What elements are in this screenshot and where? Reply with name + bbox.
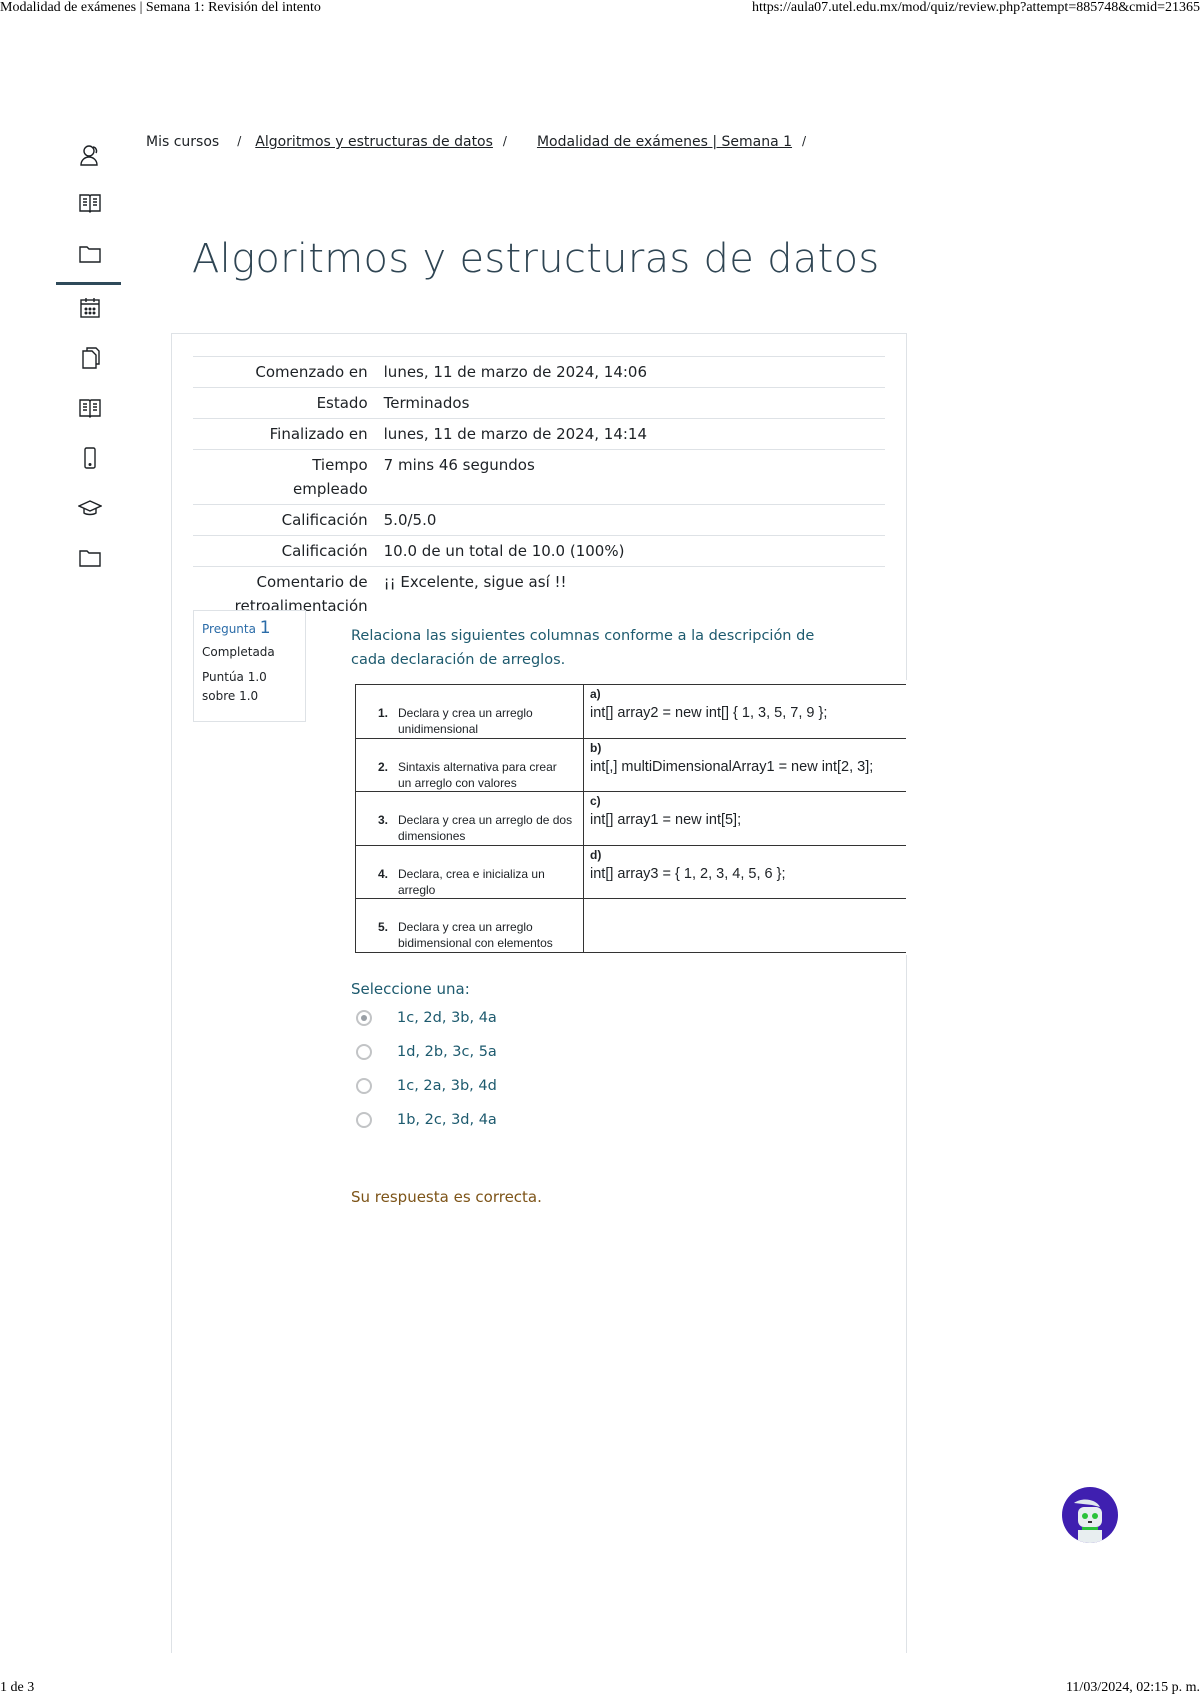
item-number: 5. [378, 920, 389, 934]
question-grade: Puntúa 1.0 sobre 1.0 [202, 670, 267, 703]
summary-label: Estado [193, 388, 376, 419]
page-title: Algoritmos y estructuras de datos [192, 236, 880, 282]
summary-row [193, 505, 885, 536]
code-cell [584, 899, 915, 953]
print-footer-page: 1 de 3 [0, 1680, 35, 1695]
graduation-cap-icon[interactable] [78, 496, 102, 520]
summary-value: 10.0 de un total de 10.0 (100%) [376, 536, 885, 567]
documents-icon[interactable] [78, 346, 102, 370]
answer-option[interactable] [356, 1044, 497, 1060]
code-key: b) [590, 740, 602, 755]
code-key: d) [590, 847, 602, 862]
chatbot-avatar[interactable] [1062, 1487, 1118, 1543]
robot-icon [1062, 1487, 1118, 1543]
code-cell [584, 845, 915, 899]
item-description: Declara y crea un arreglo unidimensional [398, 706, 533, 736]
matching-table [355, 684, 915, 953]
radio-button[interactable] [356, 1010, 372, 1026]
summary-value: lunes, 11 de marzo de 2024, 14:14 [376, 419, 885, 450]
answer-option[interactable] [356, 1010, 497, 1026]
matching-row [356, 899, 915, 953]
breadcrumb-course[interactable]: Algoritmos y estructuras de datos [255, 134, 493, 150]
summary-row [193, 419, 885, 450]
option-label: 1b, 2c, 3d, 4a [397, 1112, 497, 1128]
question-state: Completada [202, 645, 275, 659]
summary-label: Finalizado en [193, 419, 376, 450]
option-label: 1c, 2d, 3b, 4a [397, 1010, 497, 1026]
feedback-text: Su respuesta es correcta. [351, 1188, 542, 1206]
folder-icon[interactable] [78, 242, 102, 266]
matching-row [356, 792, 915, 846]
code-key: c) [590, 794, 601, 808]
summary-row [193, 450, 885, 505]
summary-value: 5.0/5.0 [376, 505, 885, 536]
item-description: Sintaxis alternativa para crear un arreglo con valores [398, 759, 557, 790]
item-number: 2. [378, 759, 389, 774]
matching-row [356, 845, 915, 899]
attempt-summary-table [193, 356, 885, 621]
summary-value: 7 mins 46 segundos [376, 450, 885, 505]
description-cell [356, 792, 584, 846]
summary-label: Tiempo empleado [193, 450, 376, 505]
select-prompt: Seleccione una: [351, 980, 470, 998]
description-cell [356, 685, 584, 739]
item-description: Declara, crea e inicializa un arreglo [398, 866, 545, 897]
book-icon[interactable] [78, 191, 102, 215]
answer-option[interactable] [356, 1078, 497, 1094]
breadcrumb-separator: / [237, 134, 242, 148]
breadcrumb-quiz[interactable]: Modalidad de exámenes | Semana 1 [536, 134, 793, 150]
mobile-icon[interactable] [78, 446, 102, 470]
code-text: int[] array3 = { 1, 2, 3, 4, 5, 6 }; [590, 865, 786, 882]
active-indicator [56, 282, 121, 285]
item-number: 1. [378, 706, 389, 720]
code-cell [584, 792, 915, 846]
print-header-url: https://aula07.utel.edu.mx/mod/quiz/review.php?attempt=885748&cmid=21365 [751, 0, 1200, 15]
item-description: Declara y crea un arreglo de dos dimensiones [398, 813, 573, 843]
code-text: int[] array1 = new int[5]; [590, 812, 742, 828]
question-prefix: Pregunta [202, 622, 256, 636]
breadcrumb-separator: / [802, 134, 807, 148]
breadcrumb-mis-cursos[interactable]: Mis cursos [146, 134, 220, 150]
option-label: 1c, 2a, 3b, 4d [397, 1078, 497, 1094]
matching-row [356, 738, 915, 792]
summary-row [193, 357, 885, 388]
item-number: 3. [378, 813, 389, 827]
radio-button[interactable] [356, 1078, 372, 1094]
summary-label: Calificación [193, 536, 376, 567]
summary-value: Terminados [376, 388, 885, 419]
calendar-icon[interactable] [78, 296, 102, 320]
radio-button[interactable] [356, 1112, 372, 1128]
summary-row [193, 536, 885, 567]
item-description: Declara y crea un arreglo bidimensional con elementos [398, 920, 553, 950]
matching-row [356, 685, 915, 739]
summary-label: Calificación [193, 505, 376, 536]
description-cell [356, 738, 584, 792]
summary-value: lunes, 11 de marzo de 2024, 14:06 [376, 357, 885, 388]
code-cell [584, 738, 915, 792]
code-cell [584, 685, 915, 739]
participants-icon[interactable] [78, 143, 102, 167]
breadcrumb [146, 134, 806, 150]
code-key: a) [590, 687, 601, 701]
summary-row [193, 388, 885, 419]
question-info-box [193, 610, 306, 722]
summary-label: Comentario de retroalimentación [193, 567, 376, 622]
summary-label: Comenzado en [193, 357, 376, 388]
code-text: int[,] multiDimensionalArray1 = new int[2, 3]; [590, 758, 874, 775]
folder-icon-2[interactable] [78, 546, 102, 570]
option-label: 1d, 2b, 3c, 5a [397, 1044, 497, 1060]
print-header-title: Modalidad de exámenes | Semana 1: Revisión del intento [0, 0, 321, 15]
book-icon-2[interactable] [78, 396, 102, 420]
question-text: Relaciona las siguientes columnas conforme a la descripción de cada declaración de arreglos. [351, 628, 815, 668]
breadcrumb-separator: / [502, 134, 507, 148]
table-clip [906, 680, 926, 955]
question-number-value: 1 [259, 618, 271, 638]
description-cell [356, 899, 584, 953]
description-cell [356, 845, 584, 899]
summary-value: ¡¡ Excelente, sigue así !! [376, 567, 885, 622]
print-footer-datetime: 11/03/2024, 02:15 p. m. [1065, 1680, 1200, 1695]
question-number [202, 619, 297, 639]
item-number: 4. [378, 866, 389, 881]
answer-option[interactable] [356, 1112, 497, 1128]
radio-button[interactable] [356, 1044, 372, 1060]
code-text: int[] array2 = new int[] { 1, 3, 5, 7, 9 }; [590, 705, 828, 721]
